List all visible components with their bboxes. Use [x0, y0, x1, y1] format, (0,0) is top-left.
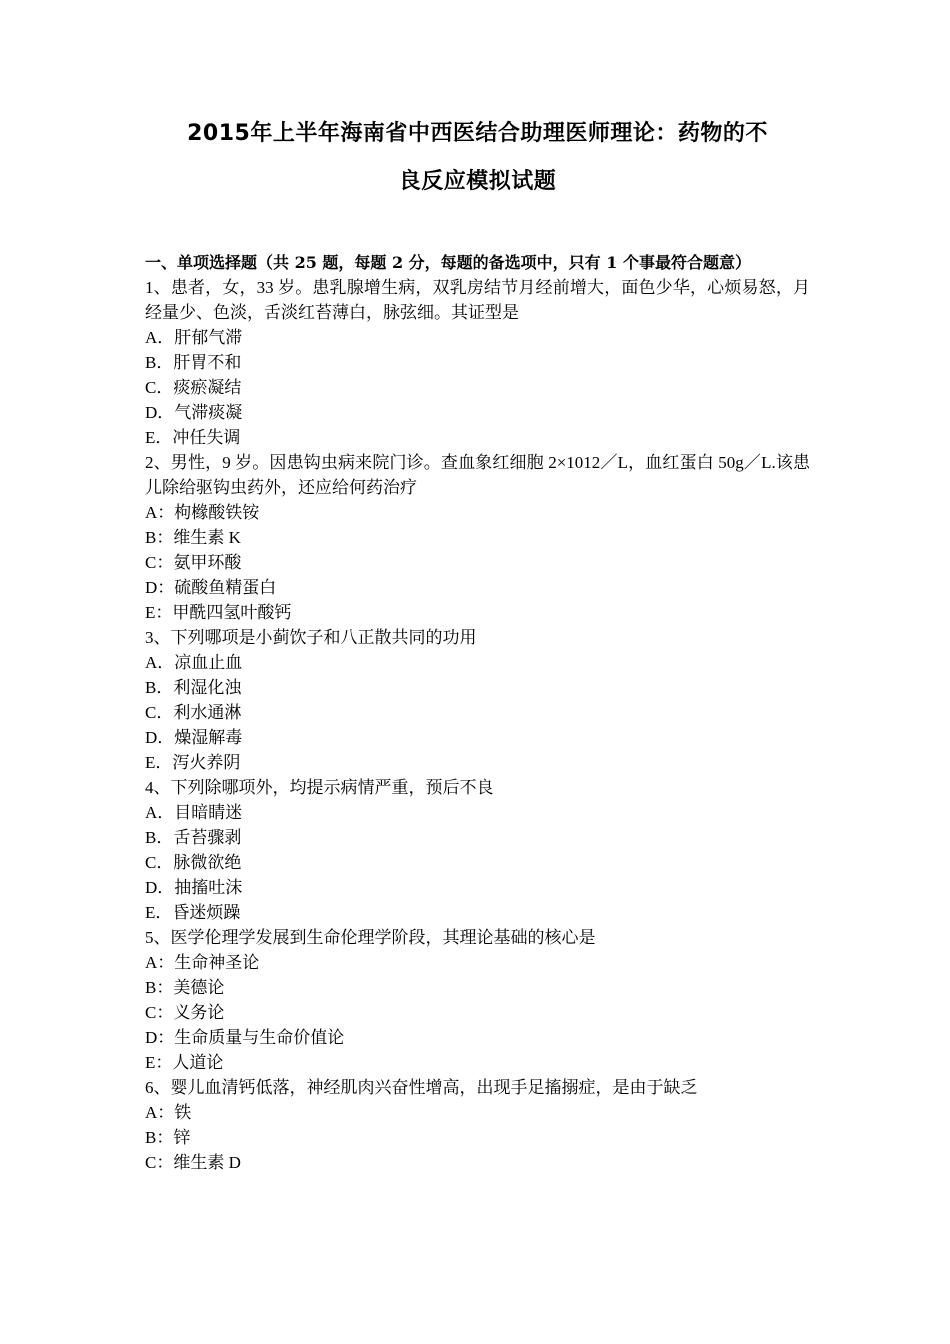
option-a: A：枸橼酸铁铵: [145, 503, 260, 522]
option-d: D．抽搐吐沫: [145, 878, 243, 897]
option-c: C：维生素 D: [145, 1153, 241, 1172]
option-b: B．肝胃不和: [145, 353, 242, 372]
question-stem: 4、下列除哪项外，均提示病情严重，预后不良: [145, 778, 494, 797]
option-e: E．冲任失调: [145, 428, 241, 447]
question-3: [145, 625, 810, 775]
option-b: B：美德论: [145, 978, 225, 997]
option-e: E．昏迷烦躁: [145, 903, 241, 922]
document-page: [145, 110, 810, 1175]
option-a: A：铁: [145, 1103, 192, 1122]
option-d: D：硫酸鱼精蛋白: [145, 578, 277, 597]
title-line-2: 良反应模拟试题: [398, 169, 557, 194]
option-e: E：甲酰四氢叶酸钙: [145, 603, 292, 622]
option-a: A．目暗睛迷: [145, 803, 243, 822]
question-6: [145, 1075, 810, 1175]
option-e: E：人道论: [145, 1053, 224, 1072]
option-c: C：氨甲环酸: [145, 553, 242, 572]
document-title: [145, 110, 810, 206]
option-c: C．利水通淋: [145, 703, 242, 722]
option-b: B．舌苔骤剥: [145, 828, 242, 847]
question-stem: 3、下列哪项是小蓟饮子和八正散共同的功用: [145, 628, 477, 647]
question-5: [145, 925, 810, 1075]
section-heading: 一、单项选择题（共 25 题，每题 2 分，每题的备选项中，只有 1 个事最符合题意）: [145, 253, 751, 272]
option-b: B：锌: [145, 1128, 191, 1147]
question-4: [145, 775, 810, 925]
option-a: A．肝郁气滞: [145, 328, 243, 347]
option-e: E．泻火养阴: [145, 753, 241, 772]
option-c: C．痰瘀凝结: [145, 378, 242, 397]
question-stem: 1、患者，女，33 岁。患乳腺增生病，双乳房结节月经前增大，面色少华，心烦易怒，月经量少、色淡，舌淡红苔薄白，脉弦细。其证型是: [145, 278, 810, 322]
option-c: C．脉微欲绝: [145, 853, 242, 872]
question-1: [145, 275, 810, 450]
question-stem: 6、婴儿血清钙低落，神经肌肉兴奋性增高，出现手足搐搦症，是由于缺乏: [145, 1078, 698, 1097]
question-2: [145, 450, 810, 625]
option-b: B：维生素 K: [145, 528, 241, 547]
option-d: D．燥湿解毒: [145, 728, 243, 747]
option-d: D：生命质量与生命价值论: [145, 1028, 345, 1047]
question-stem: 5、医学伦理学发展到生命伦理学阶段，其理论基础的核心是: [145, 928, 596, 947]
option-a: A：生命神圣论: [145, 953, 260, 972]
option-a: A．凉血止血: [145, 653, 243, 672]
option-c: C：义务论: [145, 1003, 225, 1022]
option-b: B．利湿化浊: [145, 678, 242, 697]
question-stem: 2、男性，9 岁。因患钩虫病来院门诊。查血象红细胞 2×1012／L，血红蛋白 50g／L.该患儿除给驱钩虫药外，还应给何药治疗: [145, 453, 810, 497]
option-d: D．气滞痰凝: [145, 403, 243, 422]
title-line-1: 2015年上半年海南省中西医结合助理医师理论：药物的不: [187, 121, 768, 146]
